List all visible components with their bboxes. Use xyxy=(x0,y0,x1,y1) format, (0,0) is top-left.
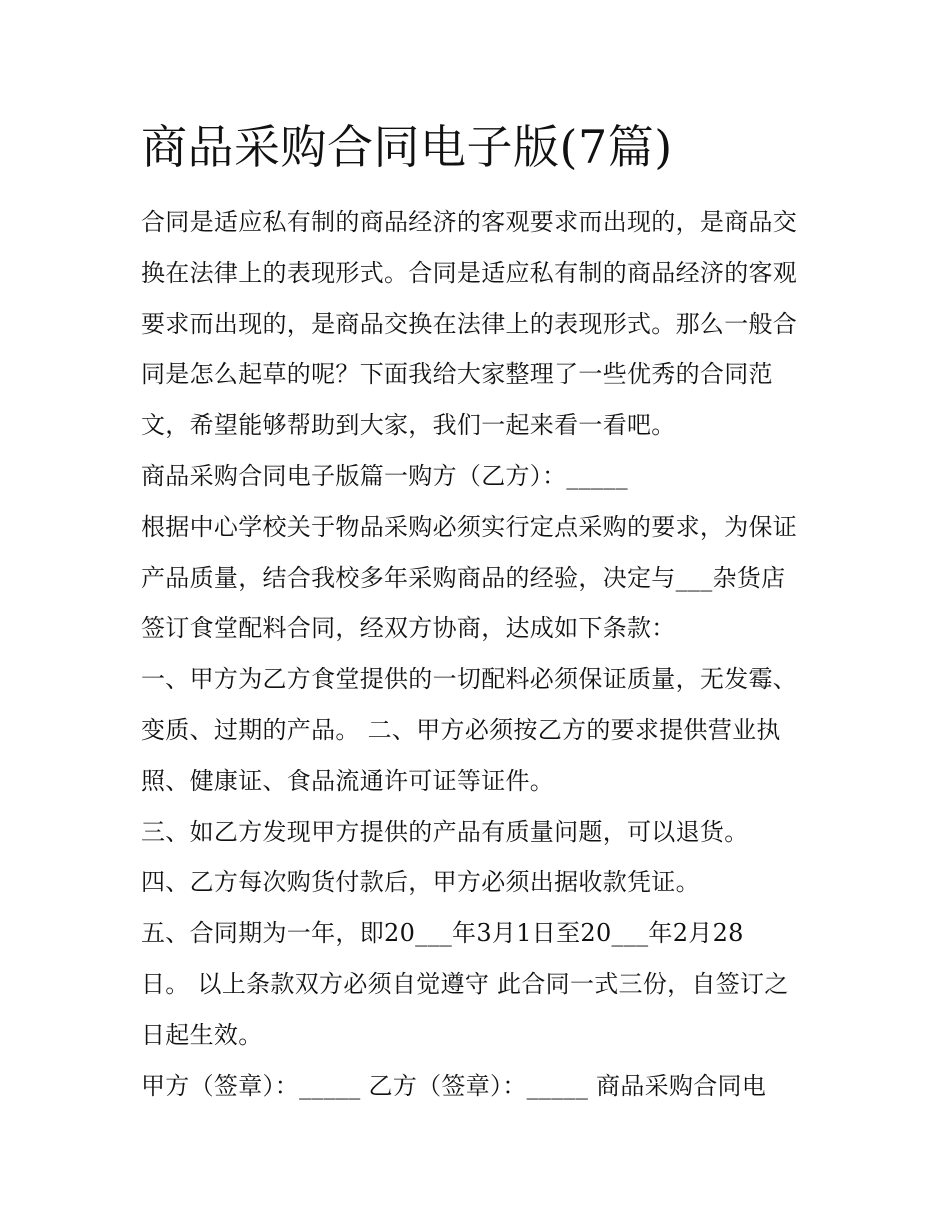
clause-line: 日起生效。 xyxy=(141,1020,263,1049)
body-line: 要求而出现的，是商品交换在法律上的表现形式。那么一般合 xyxy=(141,309,798,338)
body-line: 合同是适应私有制的商品经济的客观要求而出现的，是商品交 xyxy=(141,208,798,236)
clause-line: 日。 以上条款双方必须自觉遵守 此合同一式三份，自签订之 xyxy=(141,969,789,998)
clause-line: 一、甲方为乙方食堂提供的一切配料必须保证质量，无发霉、 xyxy=(141,665,798,694)
clause-line: 三、如乙方发现甲方提供的产品有质量问题，可以退货。 xyxy=(141,817,749,846)
clause-line: 照、健康证、食品流通许可证等证件。 xyxy=(141,766,555,795)
body-line: 同是怎么起草的呢？下面我给大家整理了一些优秀的合同范 xyxy=(141,360,773,389)
clause-line: 四、乙方每次购货付款后，甲方必须出据收款凭证。 xyxy=(141,868,700,897)
body-line: 换在法律上的表现形式。合同是适应私有制的商品经济的客观 xyxy=(141,258,798,287)
clause-line: 变质、过期的产品。 二、甲方必须按乙方的要求提供营业执 xyxy=(141,715,781,744)
body-line: 签订食堂配料合同，经双方协商，达成如下条款： xyxy=(141,614,676,643)
body-line: 产品质量，结合我校多年采购商品的经验，决定与___杂货店 xyxy=(141,563,786,592)
body-line: 文，希望能够帮助到大家，我们一起来看一看吧。 xyxy=(141,411,676,440)
body-line: 根据中心学校关于物品采购必须实行定点采购的要求，为保证 xyxy=(141,512,798,541)
section-heading: 商品采购合同电子版篇一购方（乙方）：_____ xyxy=(141,461,628,490)
document-title: 商品采购合同电子版(7篇) xyxy=(141,120,673,174)
signature-line: 甲方（签章）：_____ 乙方（签章）：_____ 商品采购合同电 xyxy=(141,1071,767,1100)
clause-line: 五、合同期为一年，即20___年3月1日至20___年2月28 xyxy=(141,919,744,948)
document-body xyxy=(141,197,821,1111)
